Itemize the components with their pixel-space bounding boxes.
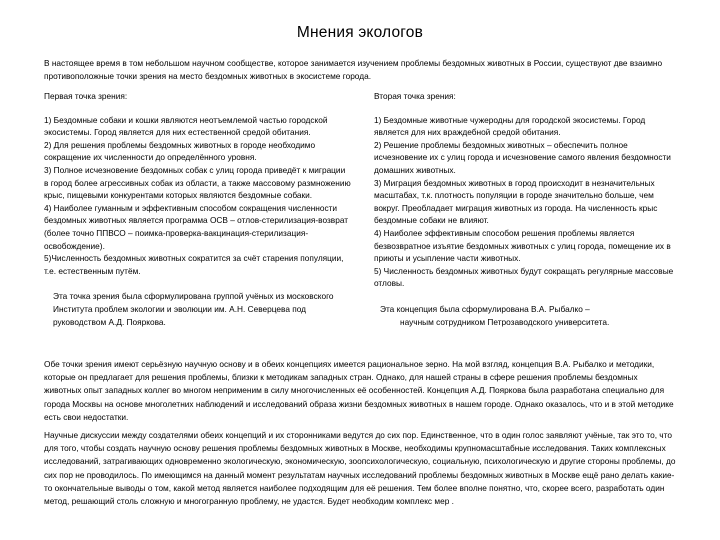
list-item: 2) Для решения проблемы бездомных животных в городе необходимо сокращение их численности до определённого уровня. — [44, 139, 316, 163]
right-column-attribution — [374, 303, 677, 328]
viewpoint-column-left — [44, 90, 351, 328]
intro-paragraph: В настоящее время в том небольшом научном сообществе, которое занимается изучением проблемы бездомных животных в России, существуют две взаимно противоположные точки зрения на место бездомных животных в экосистеме города. — [44, 58, 663, 82]
right-column-heading: Вторая точка зрения: — [374, 91, 456, 101]
right-attribution-line-2: научным сотрудником Петрозаводского университета. — [400, 316, 610, 327]
list-item: 1) Бездомные собаки и кошки являются неотъемлемой частью городской экосистемы. Город является для них естественной средой обитания. — [44, 114, 328, 138]
list-item: 1) Бездомные животные чужеродны для городской экосистемы. Город является для них враждебной средой обитания. — [374, 114, 646, 138]
list-item: 5) Численность бездомных животных будут сокращать регулярные массовые отловы. — [374, 265, 674, 289]
list-item: 4) Наиболее гуманным и эффективным способом сокращения численности бездомных животных является программа ОСВ – отлов-стерилизация-возврат (более точно ППВСО – поимка-проверка-вакцинация-стерилизация-освобождение). — [44, 202, 349, 251]
left-column-attribution: Эта точка зрения была сформулирована группой учёных из московского Института проблем экологии и эволюции им. А.Н. Северцева под руководством А.Д. Пояркова. — [53, 291, 334, 327]
page-title: Мнения экологов — [296, 24, 424, 41]
list-item: 3) Полное исчезновение бездомных собак с улиц города приведёт к миграции в город более агрессивных собак из области, а также массовому размножению крыс, пищевыми конкурентами которых являются бездомные собаки. — [44, 164, 351, 201]
list-item: 4) Наиболее эффективным способом решения проблемы является безвозвратное изъятие бездомных животных с улиц города, помещение их в приюты и усыпление части животных. — [374, 227, 671, 264]
viewpoint-column-right — [374, 90, 677, 328]
list-item: 5)Численность бездомных животных сократится за счёт старения популяции, т.е. естественным путём. — [44, 253, 344, 276]
conclusion-block-1 — [44, 358, 677, 424]
list-item: 3) Миграция бездомных животных в город происходит в незначительных масштабах, т.к. плотность популяции в городе значительно больше, чем вокруг. Преобладает миграция животных из города. На численность крыс бездомные собаки не влияют. — [374, 177, 658, 226]
list-item: 2) Решение проблемы бездомных животных – обеспечить полное исчезновение их с улиц города и исчезновение самого явления бездомности домашних животных. — [374, 139, 671, 175]
right-column-points — [374, 114, 677, 290]
left-column-heading: Первая точка зрения: — [44, 91, 128, 101]
left-column-points — [44, 114, 351, 278]
conclusion-block-2 — [44, 429, 677, 508]
right-attribution-line-1: Эта концепция была сформулирована В.А. Рыбалко – — [380, 303, 590, 314]
conclusion-paragraph-2: Научные дискуссии между создателями обеих концепций и их сторонниками ведутся до сих пор. Единственное, что в один голос заявляют учёные, так это то, что для того, чтобы создать научную основу решения проблемы бездомных животных в Москве, необходимы крупномасштабные исследования. Таких комплексных исследований, затрагивающих одновременно экологическую, экономическую, зоопсихологическую, социальную, психологическую и другие стороны проблемы, до сих пор не проводилось. По имеющимся на данный момент результатам научных исследований проблемы бездомных животных в Москве ещё рано делать какие-то окончательные выводы о том, какой метод является наиболее подходящим для её решения. Тем более вполне понятно, что, скорее всего, разработать один метод, решающий столь сложную и многогранную проблему, не удастся. Будет необходим комплекс мер . — [44, 430, 676, 507]
conclusion-paragraph-1: Обе точки зрения имеют серьёзную научную основу и в обеих концепциях имеется рациональное зерно. На мой взгляд, концепция В.А. Рыбалко и методики, которые он предлагает для решения проблемы, близки к методикам западных стран. Однако, для нашей страны в сфере решения проблемы бездомных животных опыт западных коллег во многом неприменим в силу многочисленных её особенностей. Концепция А.Д. Пояркова была разработана специально для города Москвы на основе многолетних наблюдений и исследований образа жизни бездомных животных в нашем городе. Однако оказалось, что и в этой методике есть свои недостатки. — [44, 359, 674, 422]
